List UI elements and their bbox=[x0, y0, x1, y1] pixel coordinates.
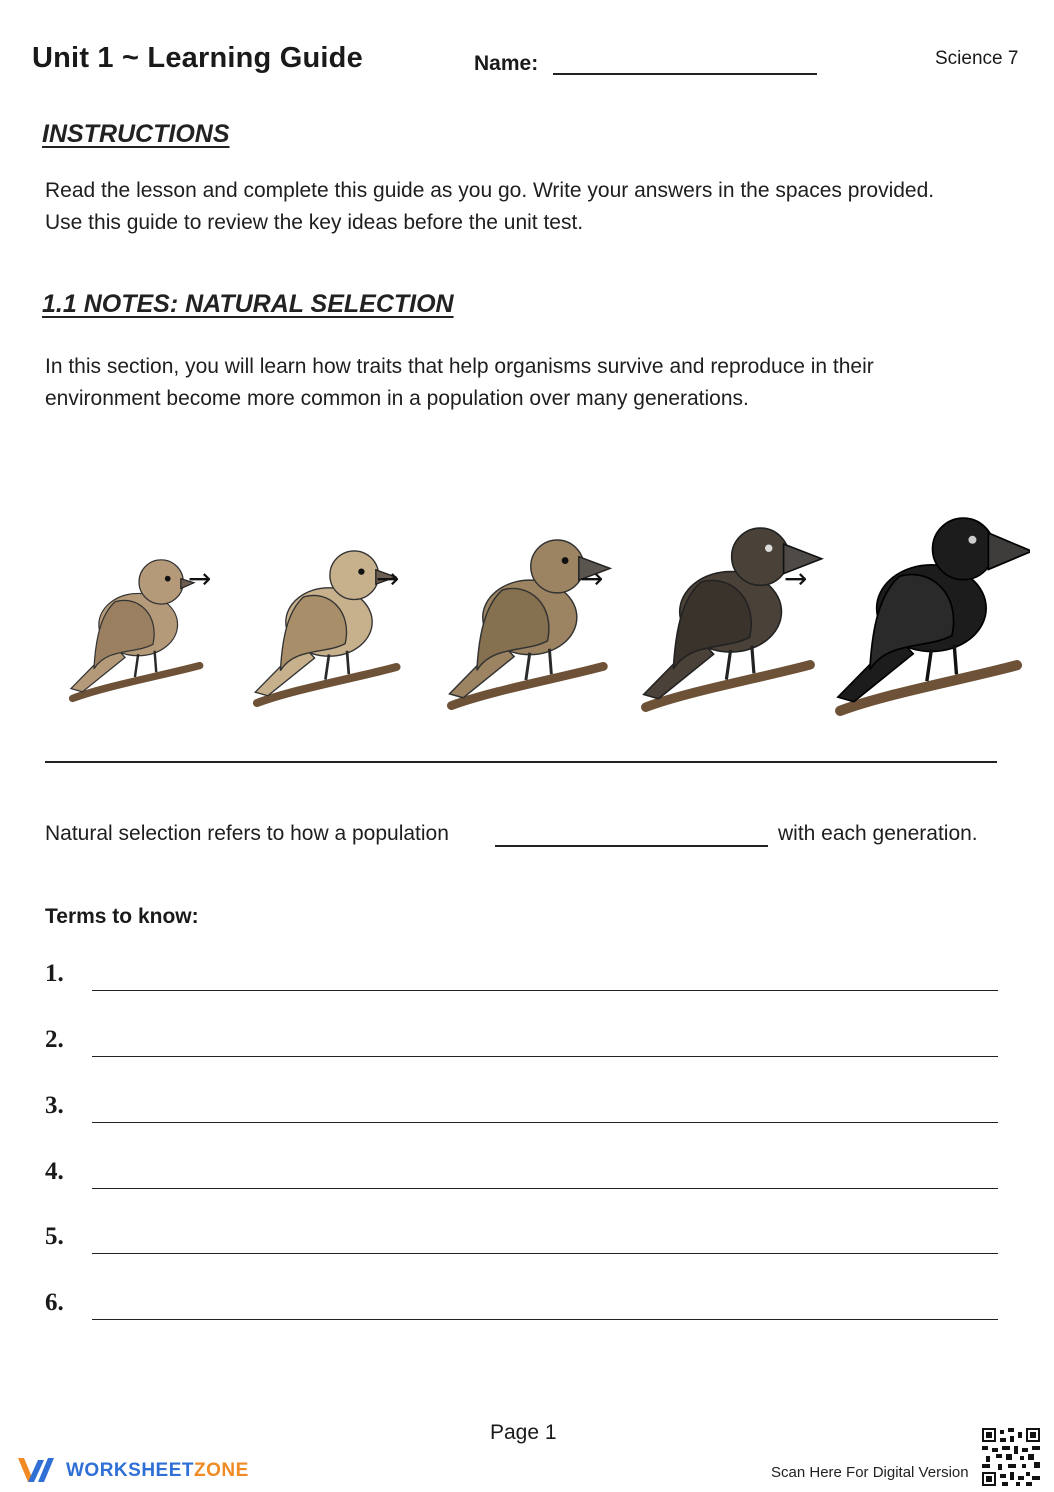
term-number: 6. bbox=[45, 1289, 64, 1316]
worksheetzone-logo-icon bbox=[16, 1454, 60, 1486]
bird-4 bbox=[644, 528, 822, 707]
term-number: 5. bbox=[45, 1223, 64, 1250]
brand-name-right: ZONE bbox=[194, 1460, 249, 1481]
term-row bbox=[45, 960, 998, 1000]
brand-name-left: WORKSHEET bbox=[66, 1460, 194, 1481]
terms-label: Terms to know: bbox=[45, 905, 199, 928]
name-field-line[interactable] bbox=[553, 73, 817, 75]
term-row bbox=[45, 1223, 998, 1263]
notes-intro: In this section, you will learn how traits that help organisms survive and reproduce in their environment become more common in a population over many generations. bbox=[45, 355, 874, 410]
term-answer-line[interactable] bbox=[92, 1188, 998, 1189]
arrow-right-icon: → bbox=[580, 562, 604, 595]
term-answer-line[interactable] bbox=[92, 1253, 998, 1254]
term-row bbox=[45, 1289, 998, 1329]
term-answer-line[interactable] bbox=[92, 1319, 998, 1320]
term-row bbox=[45, 1158, 998, 1198]
brand-name bbox=[66, 1460, 249, 1482]
scan-text: Scan Here For Digital Version bbox=[771, 1464, 969, 1481]
term-number: 4. bbox=[45, 1158, 64, 1185]
fill-in-blank[interactable] bbox=[495, 845, 768, 847]
arrow-right-icon: → bbox=[376, 562, 400, 595]
notes-heading: 1.1 NOTES: NATURAL SELECTION bbox=[42, 290, 454, 318]
answer-line[interactable] bbox=[45, 761, 997, 763]
bird-5 bbox=[838, 518, 1030, 711]
term-number: 2. bbox=[45, 1026, 64, 1053]
term-answer-line[interactable] bbox=[92, 990, 998, 991]
instructions-text: Read the lesson and complete this guide as you go. Write your answers in the spaces provided. Use this guide to review the key ideas before the unit test. bbox=[45, 179, 935, 234]
term-answer-line[interactable] bbox=[92, 1056, 998, 1057]
bird-evolution-illustration bbox=[20, 460, 1030, 730]
arrow-right-icon: → bbox=[188, 562, 212, 595]
term-number: 3. bbox=[45, 1092, 64, 1119]
page-number: Page 1 bbox=[490, 1421, 557, 1444]
bird-1 bbox=[71, 560, 200, 699]
qr-code-icon[interactable] bbox=[982, 1428, 1040, 1486]
page-title: Unit 1 ~ Learning Guide bbox=[32, 42, 363, 74]
fill-in-sentence-start: Natural selection refers to how a population bbox=[45, 822, 449, 845]
arrow-right-icon: → bbox=[784, 562, 808, 595]
term-row bbox=[45, 1026, 998, 1066]
instructions-heading: INSTRUCTIONS bbox=[42, 120, 230, 148]
fill-in-sentence-end: with each generation. bbox=[778, 822, 978, 845]
term-row bbox=[45, 1092, 998, 1132]
term-number: 1. bbox=[45, 960, 64, 987]
term-answer-line[interactable] bbox=[92, 1122, 998, 1123]
subject-label: Science 7 bbox=[935, 48, 1019, 69]
name-label: Name: bbox=[474, 52, 539, 75]
